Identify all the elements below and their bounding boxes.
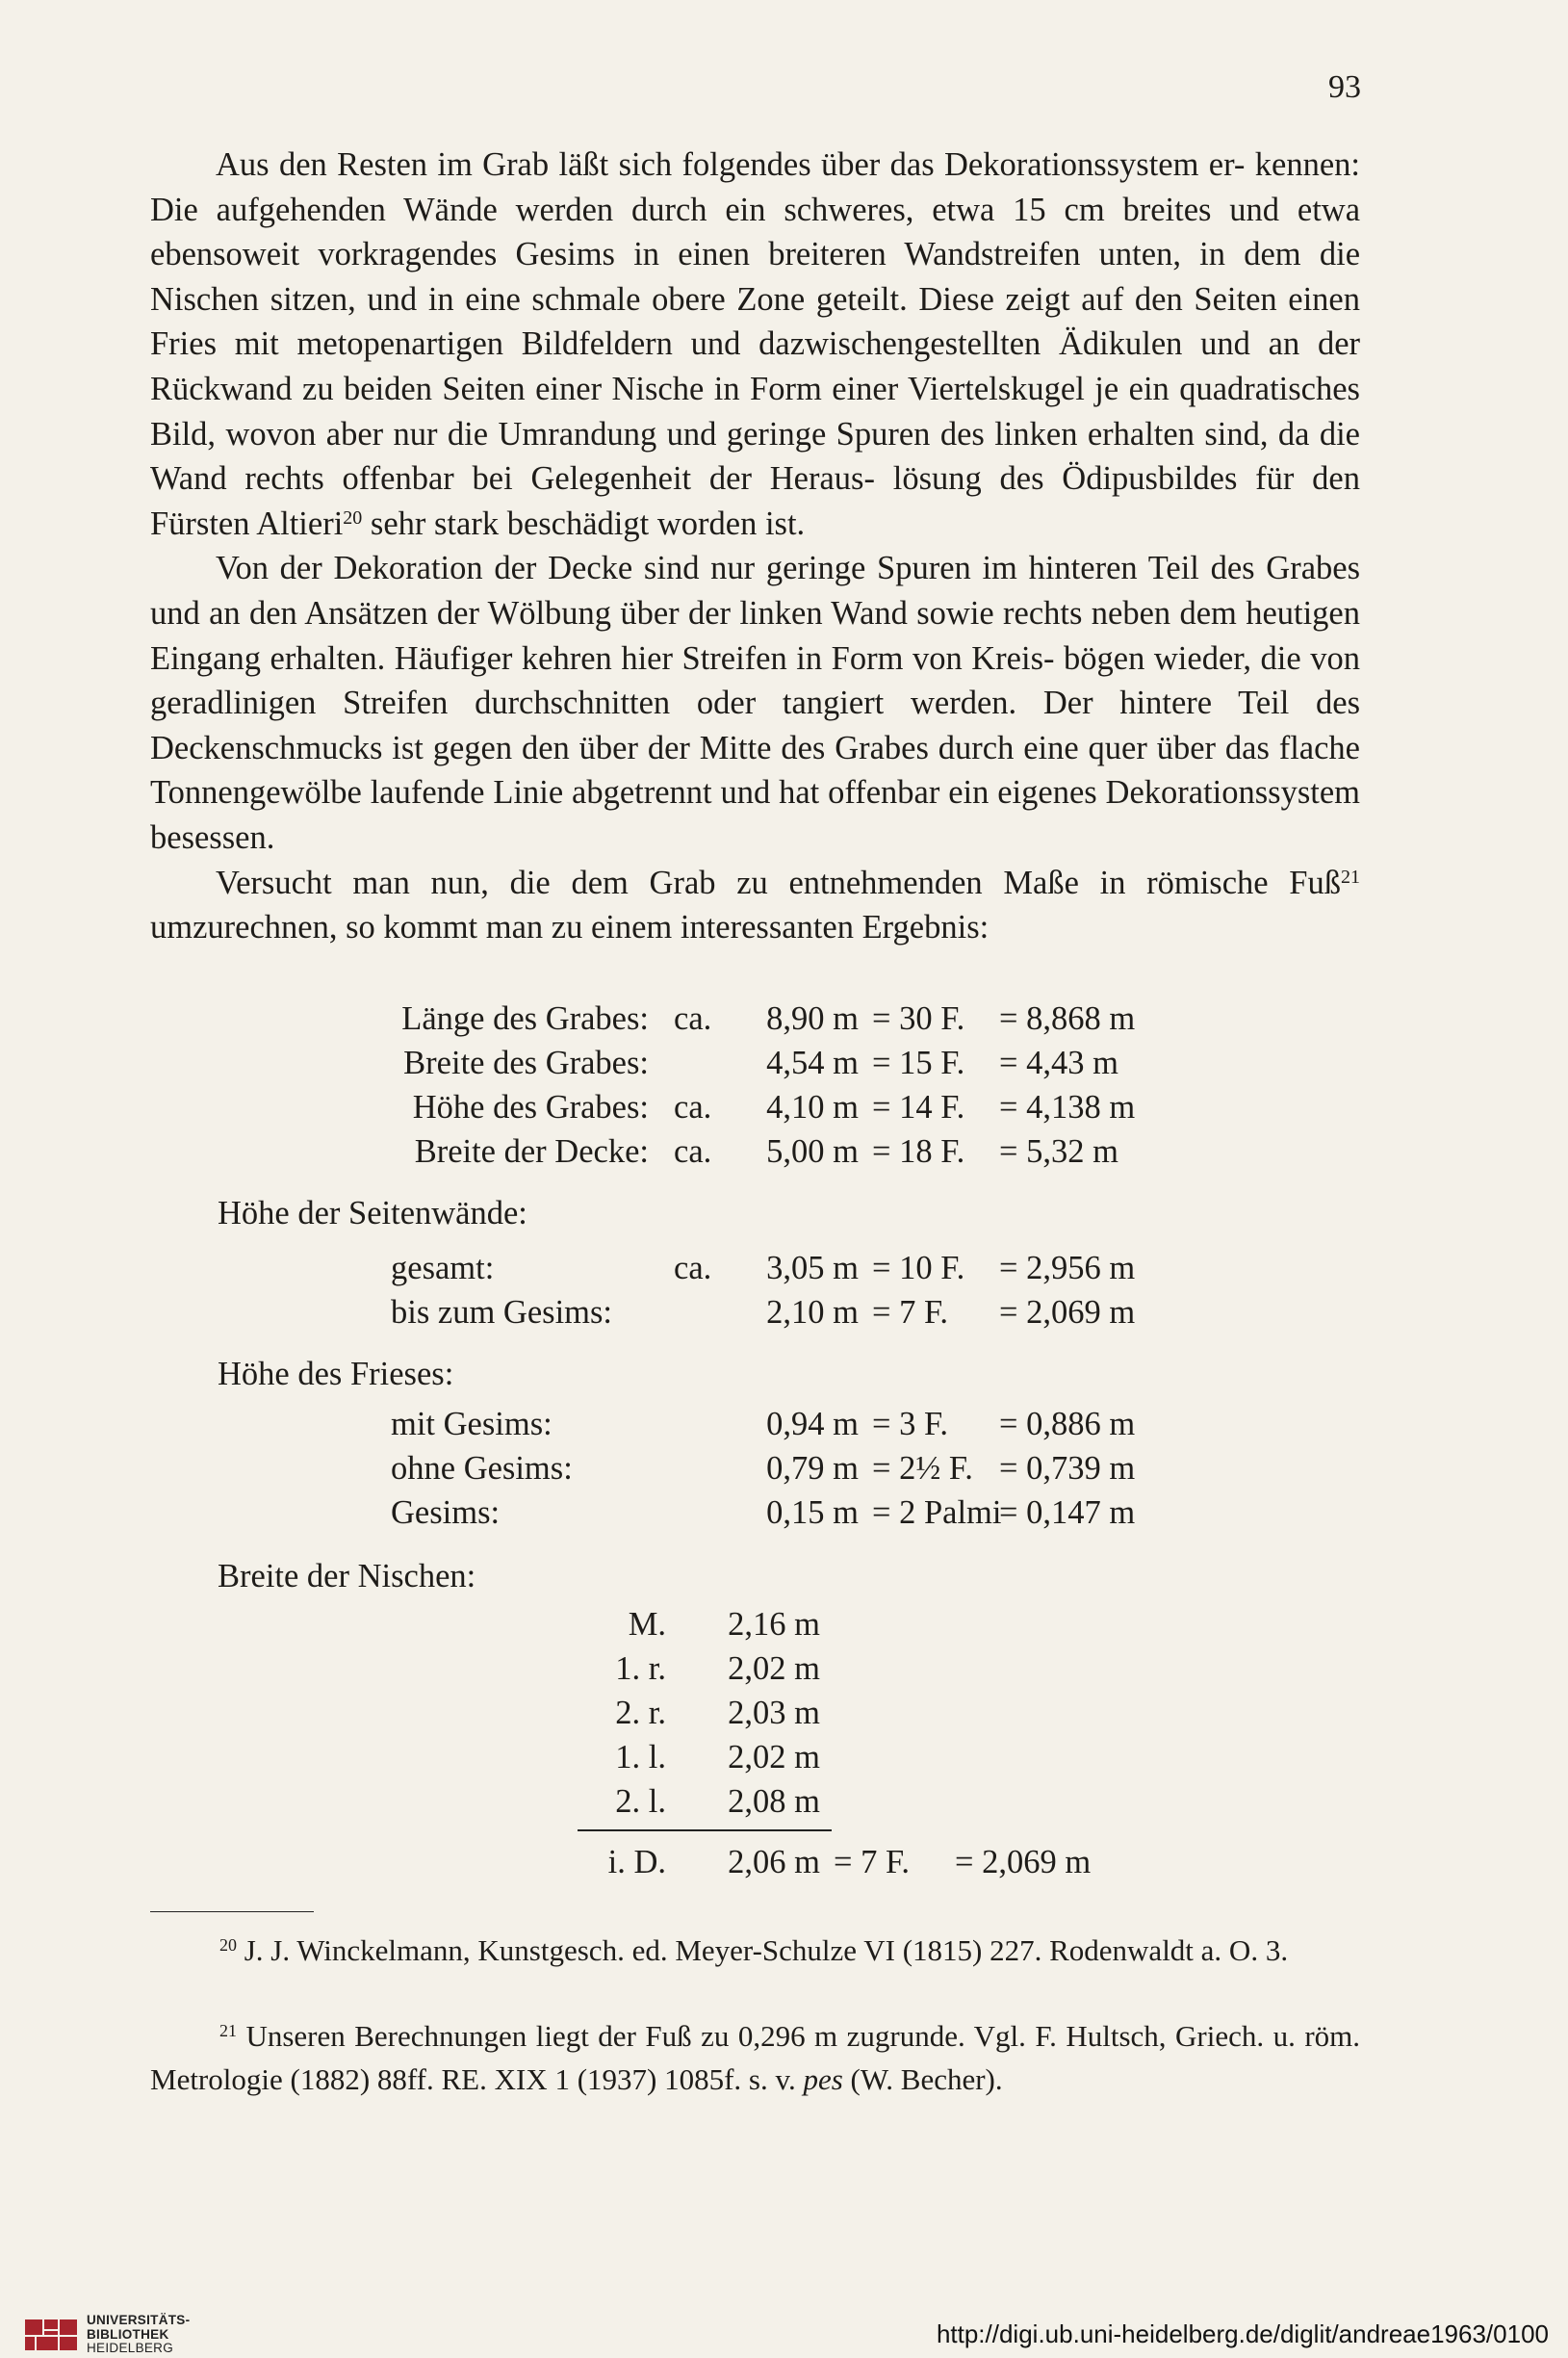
- footnote-text: (W. Becher).: [842, 2062, 1003, 2096]
- measure-feet: = 10 F.: [872, 1250, 965, 1286]
- text-line: sehr stark beschädigt worden ist.: [362, 505, 806, 542]
- logo-line: UNIVERSITÄTS-: [87, 2313, 191, 2327]
- measure-feet: = 30 F.: [872, 1000, 965, 1037]
- measure-meters: 8,90 m: [766, 1000, 859, 1037]
- measure-meters: 3,05 m: [766, 1250, 859, 1286]
- text-line: kennen: Die aufgehenden Wände werden durch ein schweres, etwa 15 cm breites und: [150, 146, 1360, 228]
- measure-label: Höhe des Grabes:: [412, 1089, 649, 1126]
- niche-value: 2,02 m: [728, 1739, 820, 1775]
- measure-meters: 5,00 m: [766, 1133, 859, 1170]
- source-url-link[interactable]: http://digi.ub.uni-heidelberg.de/diglit/andreae1963/0100: [936, 2319, 1549, 2348]
- footnote-20: [150, 1929, 1360, 1972]
- measure-label: Länge des Grabes:: [401, 1000, 649, 1037]
- measure-label: Gesims:: [391, 1494, 501, 1531]
- text-line: linken erhalten sind, da die Wand rechts offenbar bei Gelegenheit der Heraus-: [150, 415, 1360, 498]
- text-line: ein quadratisches Bild, wovon aber nur die Umrandung und geringe Spuren des: [150, 370, 1360, 453]
- niche-label: 1. r.: [615, 1650, 666, 1687]
- footnote-text: u. röm. Metrologie (1882) 88ff. RE. XIX 1 (1937) 1085f. s. v.: [150, 2019, 1361, 2096]
- paragraph-1: [150, 143, 1360, 546]
- library-logo-text: [87, 2314, 190, 2356]
- text-line: Aus den Resten im Grab läßt sich folgendes über das Dekorationssystem er-: [216, 146, 1246, 183]
- measure-feet: = 15 F.: [872, 1045, 965, 1081]
- measure-result: = 0,886 m: [999, 1406, 1136, 1442]
- niche-total-label: i. D.: [607, 1844, 666, 1880]
- footnote-text: a. O. 3.: [1200, 1933, 1289, 1967]
- text-line: Von der Dekoration der Decke sind nur geringe Spuren im hinteren Teil des: [216, 550, 1255, 587]
- measure-approx: ca.: [674, 1250, 712, 1286]
- measure-feet: = 7 F.: [872, 1294, 949, 1331]
- sum-rule: [578, 1829, 832, 1831]
- text-line: Seiten einen Fries mit metopenartigen Bildfeldern und dazwischengestellten Ädikulen: [150, 280, 1360, 363]
- niche-label: 2. l.: [615, 1783, 666, 1820]
- measure-result: = 0,147 m: [999, 1494, 1136, 1531]
- niche-label: 1. l.: [615, 1739, 666, 1775]
- text-line: Grabes und an den Ansätzen der Wölbung über der linken Wand sowie rechts neben: [150, 550, 1361, 632]
- measure-label: ohne Gesims:: [391, 1450, 573, 1487]
- measure-feet: = 18 F.: [872, 1133, 965, 1170]
- measure-meters: 4,10 m: [766, 1089, 859, 1126]
- footnote-number: 20: [219, 1935, 237, 1956]
- measure-result: = 8,868 m: [999, 1000, 1136, 1037]
- measure-label: bis zum Gesims:: [391, 1294, 612, 1331]
- text-line: umzurechnen, so kommt man zu einem interessanten Ergebnis:: [150, 909, 990, 946]
- measure-feet: = 3 F.: [872, 1406, 949, 1442]
- footnote-separator: [150, 1911, 314, 1912]
- text-line: etwa ebensoweit vorkragendes Gesims in einen breiteren Wandstreifen unten, in: [150, 191, 1361, 273]
- footnote-text: J. J. Winckelmann, Kunstgesch. ed. Meyer-Schulze VI (1815) 227. Rodenwaldt: [244, 1933, 1194, 1967]
- footnote-ref-20[interactable]: 20: [343, 506, 363, 529]
- measure-meters: 0,94 m: [766, 1406, 859, 1442]
- measure-result: = 5,32 m: [999, 1133, 1118, 1170]
- page-number: 93: [1328, 69, 1361, 105]
- niche-label: M.: [628, 1606, 666, 1643]
- footnote-ref-21[interactable]: 21: [1341, 866, 1360, 888]
- text-line: dem die Nischen sitzen, und in eine schmale obere Zone geteilt. Diese zeigt auf den: [150, 236, 1361, 318]
- niche-value: 2,08 m: [728, 1783, 820, 1820]
- text-line: eine quer über das flache Tonnengewölbe laufende Linie abgetrennt und hat offenbar: [150, 729, 1360, 812]
- measure-feet: = 14 F.: [872, 1089, 965, 1126]
- section-heading-niches: Breite der Nischen:: [218, 1558, 476, 1594]
- footnote-number: 21: [219, 2021, 237, 2041]
- text-line: hintere Teil des Deckenschmucks ist gegen den über der Mitte des Grabes durch: [150, 685, 1360, 766]
- body-text: [150, 143, 1360, 950]
- niche-value: 2,03 m: [728, 1695, 820, 1731]
- measure-result: = 4,43 m: [999, 1045, 1118, 1081]
- library-logo-icon: [23, 2314, 79, 2352]
- footnote-text: Unseren Berechnungen liegt der Fuß zu 0,296 m zugrunde. Vgl. F. Hultsch, Griech.: [245, 2019, 1265, 2053]
- niche-total-value: 2,06 m: [728, 1844, 820, 1880]
- measure-meters: 4,54 m: [766, 1045, 859, 1081]
- paragraph-2: [150, 546, 1360, 860]
- measure-meters: 2,10 m: [766, 1294, 859, 1331]
- niche-label: 2. r.: [615, 1695, 666, 1731]
- niche-value: 2,02 m: [728, 1650, 820, 1687]
- text-line: dem heutigen Eingang erhalten. Häufiger kehren hier Streifen in Form von Kreis-: [150, 594, 1360, 677]
- niche-value: 2,16 m: [728, 1606, 820, 1643]
- measure-result: = 2,956 m: [999, 1250, 1136, 1286]
- measure-feet: = 2 Palmi: [872, 1494, 1002, 1531]
- measure-label: mit Gesims:: [391, 1406, 553, 1442]
- text-line: Versucht man nun, die dem Grab zu entnehmenden Maße in römische Fuß: [216, 864, 1341, 901]
- measure-approx: ca.: [674, 1000, 712, 1037]
- measure-approx: ca.: [674, 1133, 712, 1170]
- footnote-21: [150, 2014, 1360, 2101]
- measure-result: = 2,069 m: [999, 1294, 1136, 1331]
- niche-total-result: = 2,069 m: [955, 1844, 1092, 1880]
- paragraph-3: [150, 861, 1360, 950]
- measure-result: = 4,138 m: [999, 1089, 1136, 1126]
- measure-label: Breite der Decke:: [414, 1133, 649, 1170]
- text-line: bögen wieder, die von geradlinigen Streifen durchschnitten oder tangiert werden. Der: [150, 639, 1360, 722]
- measure-label: gesamt:: [391, 1250, 495, 1286]
- niche-total-feet: = 7 F.: [834, 1844, 911, 1880]
- measure-meters: 0,79 m: [766, 1450, 859, 1487]
- measure-label: Breite des Grabes:: [403, 1045, 649, 1081]
- section-heading-frieze: Höhe des Frieses:: [218, 1356, 454, 1392]
- logo-line: BIBLIOTHEK: [87, 2326, 169, 2342]
- measure-result: = 0,739 m: [999, 1450, 1136, 1487]
- text-line: lösung des Ödipusbildes für den Fürsten Altieri: [150, 460, 1360, 542]
- measure-feet: = 2½ F.: [872, 1450, 973, 1487]
- text-line: ein eigenes Dekorationssystem besessen.: [150, 774, 1361, 856]
- section-heading-side-walls: Höhe der Seitenwände:: [218, 1195, 527, 1231]
- logo-line: HEIDELBERG: [87, 2341, 174, 2355]
- footnote-italic: pes: [803, 2062, 843, 2096]
- text-line: und an der Rückwand zu beiden Seiten einer Nische in Form einer Viertelskugel je: [150, 325, 1360, 407]
- measure-approx: ca.: [674, 1089, 712, 1126]
- measure-meters: 0,15 m: [766, 1494, 859, 1531]
